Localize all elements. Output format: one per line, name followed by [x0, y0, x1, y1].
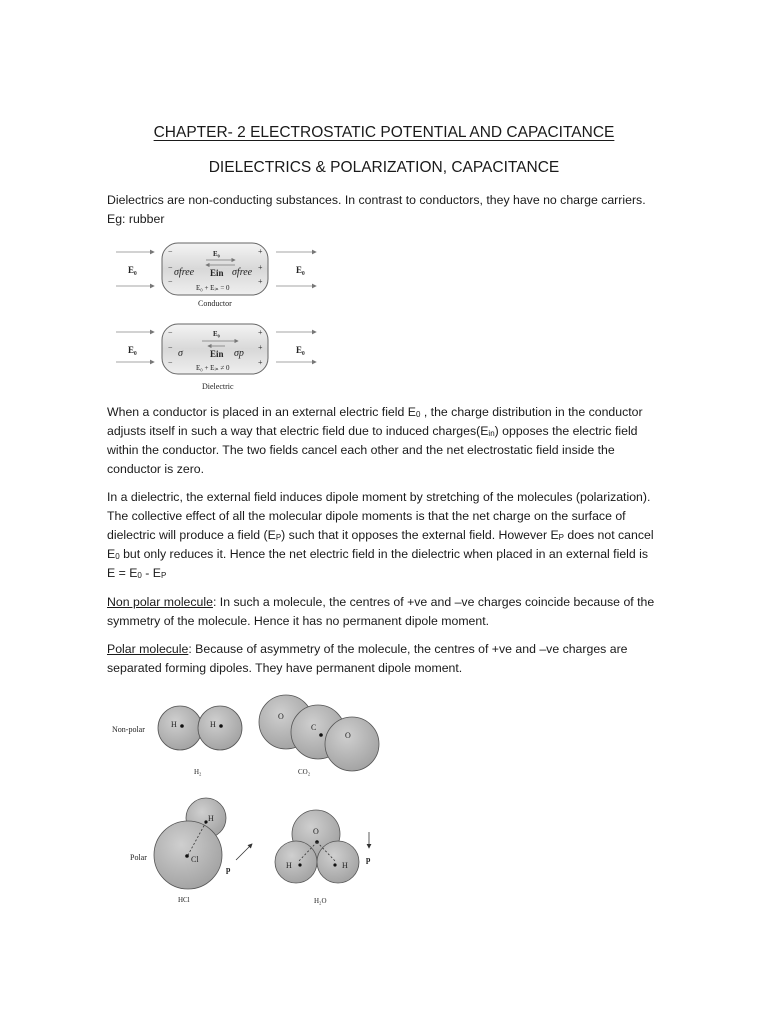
svg-text:O: O — [345, 731, 351, 740]
molecules-figure — [108, 690, 388, 910]
svg-text:−: − — [168, 328, 173, 337]
h2-molecule — [158, 706, 242, 776]
dielectric-equation: E₀ + Eᵢₙ ≠ 0 — [196, 364, 230, 372]
h2-caption: H₂ — [194, 768, 202, 776]
svg-text:H: H — [342, 861, 348, 870]
polar-label: Polar — [130, 853, 147, 862]
conductor-e0-label: E₀ — [213, 250, 220, 258]
svg-text:−: − — [168, 263, 173, 272]
conductor-caption: Conductor — [198, 299, 232, 308]
svg-text:+: + — [258, 263, 263, 272]
conductor-diagram — [116, 243, 316, 308]
co2-caption: CO₂ — [298, 768, 311, 776]
nonpolar-paragraph: Non polar molecule: In such a molecule, the centres of +ve and –ve charges coincide because of the symmetry of the molecule. Hence it has no permanent dipole moment. — [107, 595, 655, 628]
svg-text:−: − — [168, 343, 173, 352]
svg-text:+: + — [258, 343, 263, 352]
svg-text:H: H — [210, 720, 216, 729]
svg-text:+: + — [258, 277, 263, 286]
svg-text:−: − — [168, 358, 173, 367]
conductor-paragraph: When a conductor is placed in an external electric field $E_0$ , the charge distribution in the conductor adjusts itself in such a way that electric field due to induced $charges(E_{in})$ opposes the electric field within the conductor. The two fields cancel each other and the net electrostatic field inside the conductor is zero. — [107, 405, 643, 476]
polar-term: Polar molecule — [107, 642, 189, 656]
chapter-title: CHAPTER- 2 ELECTROSTATIC POTENTIAL AND CAPACITANCE — [153, 124, 615, 141]
hcl-dipole-label: p — [226, 865, 231, 874]
svg-text:−: − — [168, 277, 173, 286]
svg-text:−: − — [168, 247, 173, 256]
svg-text:H: H — [286, 861, 292, 870]
conductor-sigma-left: σfree — [174, 267, 195, 278]
svg-text:O: O — [278, 712, 284, 721]
svg-text:H: H — [208, 814, 214, 823]
svg-text:H: H — [171, 720, 177, 729]
nonpolar-label: Non-polar — [112, 725, 145, 734]
svg-text:+: + — [258, 247, 263, 256]
external-field-label-right: E₀ — [296, 265, 305, 275]
conductor-dielectric-figure — [110, 238, 330, 398]
dielectric-sigma-left: σ — [178, 348, 183, 359]
dielectric-field-label-right: E₀ — [296, 345, 305, 355]
dielectric-e0-label: E₀ — [213, 330, 220, 338]
h2o-dipole-label: p — [366, 855, 371, 864]
conductor-ein-label: Ein — [210, 268, 224, 278]
polar-paragraph: Polar molecule: Because of asymmetry of the molecule, the centres of +ve and –ve charges are separated forming dipoles. They have permanent dipole moment. — [107, 642, 628, 675]
nonpolar-term: Non polar molecule — [107, 595, 213, 609]
dielectric-paragraph: In a dielectric, the external field induces dipole moment by stretching of the molecules (polarization). The collective effect of all the molecular dipole moments is that the net charge on the surface of dielectric will produce a field $(E_P)$ such that it opposes the external field. However $E_P$ does not cancel $E_0$ but only reduces it. Hence the net electric field in the dielectric when placed in an external field is $E = E_0 - E_P$ — [107, 490, 654, 580]
h2o-molecule — [275, 810, 371, 905]
dielectric-caption: Dielectric — [202, 382, 234, 391]
conductor-sigma-right: σfree — [232, 267, 253, 278]
svg-text:C: C — [311, 723, 317, 732]
dielectric-field-label-left: E₀ — [128, 345, 137, 355]
hcl-caption: HCl — [178, 896, 190, 904]
dielectric-sigma-right: σp — [234, 348, 244, 359]
dielectric-diagram — [116, 324, 316, 391]
section-subtitle: DIELECTRICS & POLARIZATION, CAPACITANCE — [208, 159, 560, 176]
intro-paragraph: Dielectrics are non-conducting substances. In contrast to conductors, they have no charge carriers. Eg: rubber — [107, 193, 646, 226]
conductor-equation: E₀ + Eᵢₙ = 0 — [196, 284, 230, 292]
hcl-molecule — [154, 798, 252, 904]
hcl-dipole-arrow — [236, 844, 252, 860]
external-field-label-left: E₀ — [128, 265, 137, 275]
svg-text:Cl: Cl — [191, 855, 199, 864]
svg-text:+: + — [258, 328, 263, 337]
h2o-caption: H₂O — [314, 897, 327, 905]
co2-molecule — [259, 695, 379, 776]
dielectric-ein-label: Ein — [210, 349, 224, 359]
svg-text:+: + — [258, 358, 263, 367]
svg-text:O: O — [313, 827, 319, 836]
